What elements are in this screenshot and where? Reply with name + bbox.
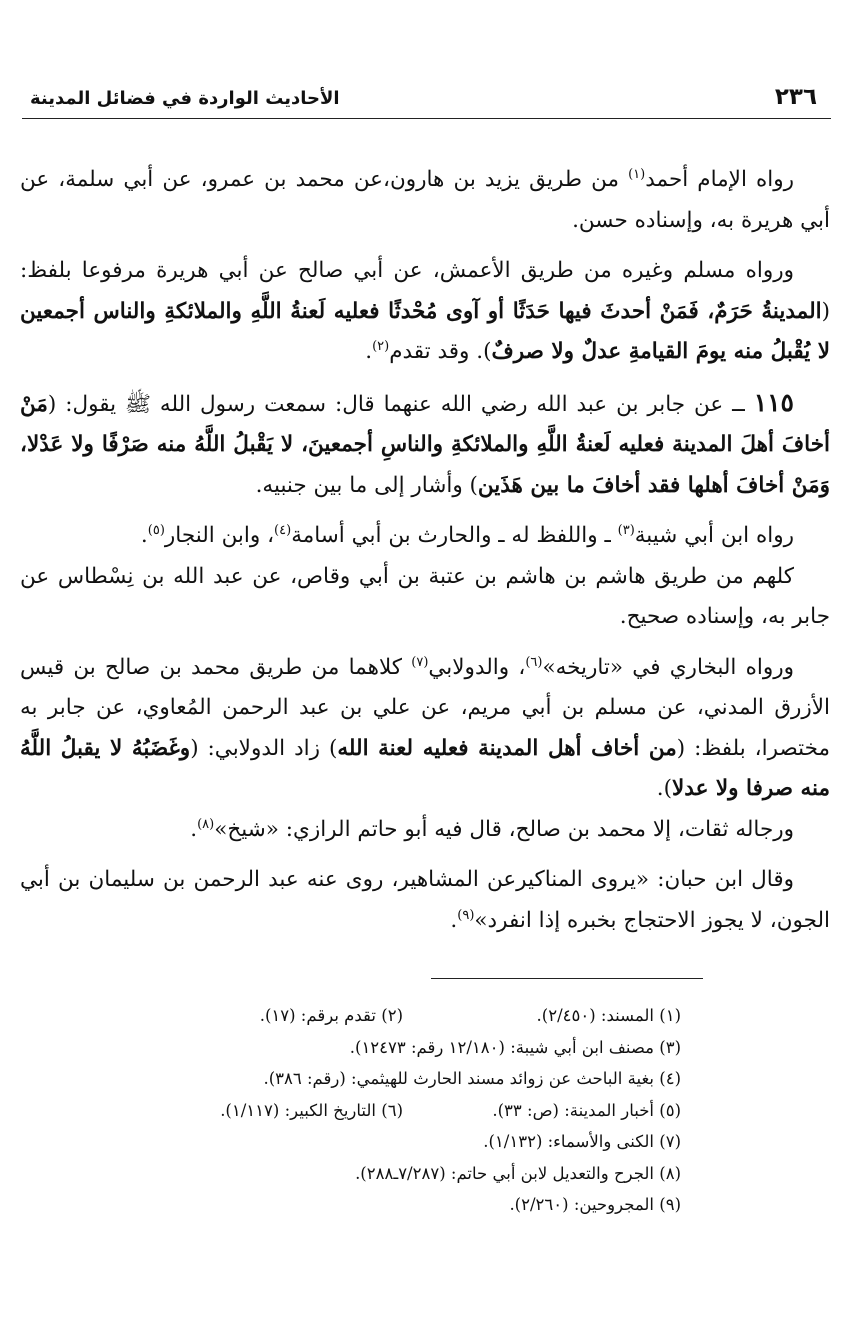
text-run: ).	[656, 776, 673, 801]
text-run: .	[190, 816, 198, 842]
hadith-number: ١١٥	[753, 387, 794, 417]
footnote-ref: (٧)	[411, 654, 429, 670]
text-run: رواه ابن أبي شيبة	[634, 523, 794, 548]
paragraph-4	[20, 516, 830, 557]
hadith-text: مَنْ أخافَ أهلَ المدينة فعليه لَعنةُ اللَّهِ والملائكةِ والناسِ أجمعينَ، لا يَقْبلُ اللَّهُ منه صَرْفًا ولا عَدْلا، وَمَنْ أخافَ أهلها فقد أخافَ ما بين هَذَين	[20, 391, 830, 498]
text-run: .	[450, 907, 458, 933]
footnote-row	[41, 1126, 681, 1158]
footnote-8: (٨) الجرح والتعديل لابن أبي حاتم: (٧/٢٨٧ـ٢٨٨).	[355, 1163, 681, 1183]
text-run: ، وابن النجار	[164, 523, 275, 548]
hadith-115	[20, 383, 830, 507]
text-run: .	[365, 339, 373, 364]
footnote-6: (٦) التاريخ الكبير: (١/١١٧).	[220, 1100, 403, 1120]
footnote-ref: (٥)	[147, 522, 165, 538]
main-text	[20, 160, 830, 951]
footnote-row	[41, 1189, 681, 1221]
footnote-9: (٩) المجروحين: (٢/٢٦٠).	[509, 1195, 681, 1214]
footnote-ref: (٦)	[525, 654, 543, 670]
text-run: ــ عن جابر بن عبد الله رضي الله عنهما قال: سمعت رسول الله ﷺ يقول: (	[47, 391, 754, 417]
footnote-separator	[431, 978, 703, 979]
footnote-1: (١) المسند: (٢/٤٥٠).	[536, 1006, 681, 1025]
text-run: كلهم من طريق هاشم بن هاشم بن عتبة بن أبي وقاص، عن عبد الله بن نِسْطاس عن جابر به، وإسناده صحيح.	[20, 563, 830, 629]
footnote-ref: (٨)	[197, 816, 215, 832]
footnote-4: (٤) بغية الباحث عن زوائد مسند الحارث للهيثمي: (رقم: ٣٨٦).	[263, 1069, 681, 1088]
footnote-ref: (٢)	[372, 338, 390, 354]
text-run: ورواه البخاري في «تاريخه»	[542, 654, 795, 680]
footnote-row	[41, 1095, 681, 1127]
text-run: رواه الإمام أحمد	[645, 167, 795, 192]
text-run: ـ واللفظ له ـ والحارث بن أبي أسامة	[291, 523, 618, 548]
page-number: ٢٣٦	[774, 84, 817, 110]
hadith-text: من أخاف أهل المدينة فعليه لعنة الله	[337, 735, 677, 761]
text-run: ورواه مسلم وغيره من طريق الأعمش، عن أبي صالح عن أبي هريرة مرفوعا بلفظ: (	[20, 258, 830, 324]
footnote-ref: (١)	[628, 166, 646, 182]
text-run: وقال ابن حبان: «يروى المناكيرعن المشاهير، روى عنه عبد الرحمن بن سليمان بن أبي الجون، لا يجوز الاحتجاج بخبره إذا انفرد»	[20, 867, 830, 933]
paragraph-6	[20, 648, 830, 810]
footnote-5: (٥) أخبار المدينة: (ص: ٣٣).	[492, 1100, 681, 1120]
footnote-row	[41, 1063, 681, 1095]
footnote-row	[41, 1000, 681, 1032]
hadith-text: وغَضَبُهُ لا يقبلُ اللَّهُ منه صرفا ولا عدلا	[20, 735, 830, 801]
running-title: الأحاديث الواردة في فضائل المدينة	[30, 88, 340, 109]
footnote-row	[41, 1032, 681, 1064]
text-run: ) وأشار إلى ما بين جنبيه.	[255, 472, 478, 498]
paragraph-8	[20, 860, 830, 941]
text-run: ورجاله ثقات، إلا محمد بن صالح، قال فيه أبو حاتم الرازي: «شيخ»	[214, 816, 794, 842]
footnote-3: (٣) مصنف ابن أبي شيبة: (١٢/١٨٠ رقم: ١٢٤٧٣).	[349, 1037, 681, 1057]
hadith-text: المدينةُ حَرَمٌ، فَمَنْ أحدثَ فيها حَدَثًا أو آوى مُحْدثًا فعليه لَعنةُ اللَّهِ والملائكةِ والناس أجمعين لا يُقْبلُ منه يومَ القيامةِ عدلٌ ولا صرفٌ	[20, 298, 830, 364]
footnote-7: (٧) الكنى والأسماء: (١/١٣٢).	[483, 1132, 681, 1151]
text-run: كلاهما من طريق محمد بن صالح بن قيس الأزرق المدني، عن مسلم بن أبي مريم، عن علي بن عبد الرحمن المُعاوي، عن جابر به مختصرا، بلفظ: (	[20, 654, 830, 761]
footnote-row	[41, 1158, 681, 1190]
text-run: ) زاد الدولابي: (	[190, 735, 338, 761]
text-run: من طريق يزيد بن هارون،عن محمد بن عمرو، عن أبي سلمة، عن أبي هريرة به، وإسناده حسن.	[20, 167, 830, 233]
paragraph-1	[20, 160, 830, 241]
footnote-ref: (٣)	[617, 522, 635, 538]
paragraph-5	[20, 557, 830, 638]
text-run: ). وقد تقدم	[389, 339, 492, 364]
paragraph-7	[20, 810, 830, 851]
footnote-ref: (٩)	[457, 907, 475, 923]
text-run: ، والدولابي	[428, 654, 526, 680]
page-header	[22, 84, 831, 119]
text-run: .	[140, 523, 148, 548]
paragraph-2	[20, 251, 830, 373]
footnotes	[41, 1000, 681, 1221]
footnote-2: (٢) تقدم برقم: (١٧).	[259, 1006, 403, 1025]
footnote-ref: (٤)	[274, 522, 292, 538]
